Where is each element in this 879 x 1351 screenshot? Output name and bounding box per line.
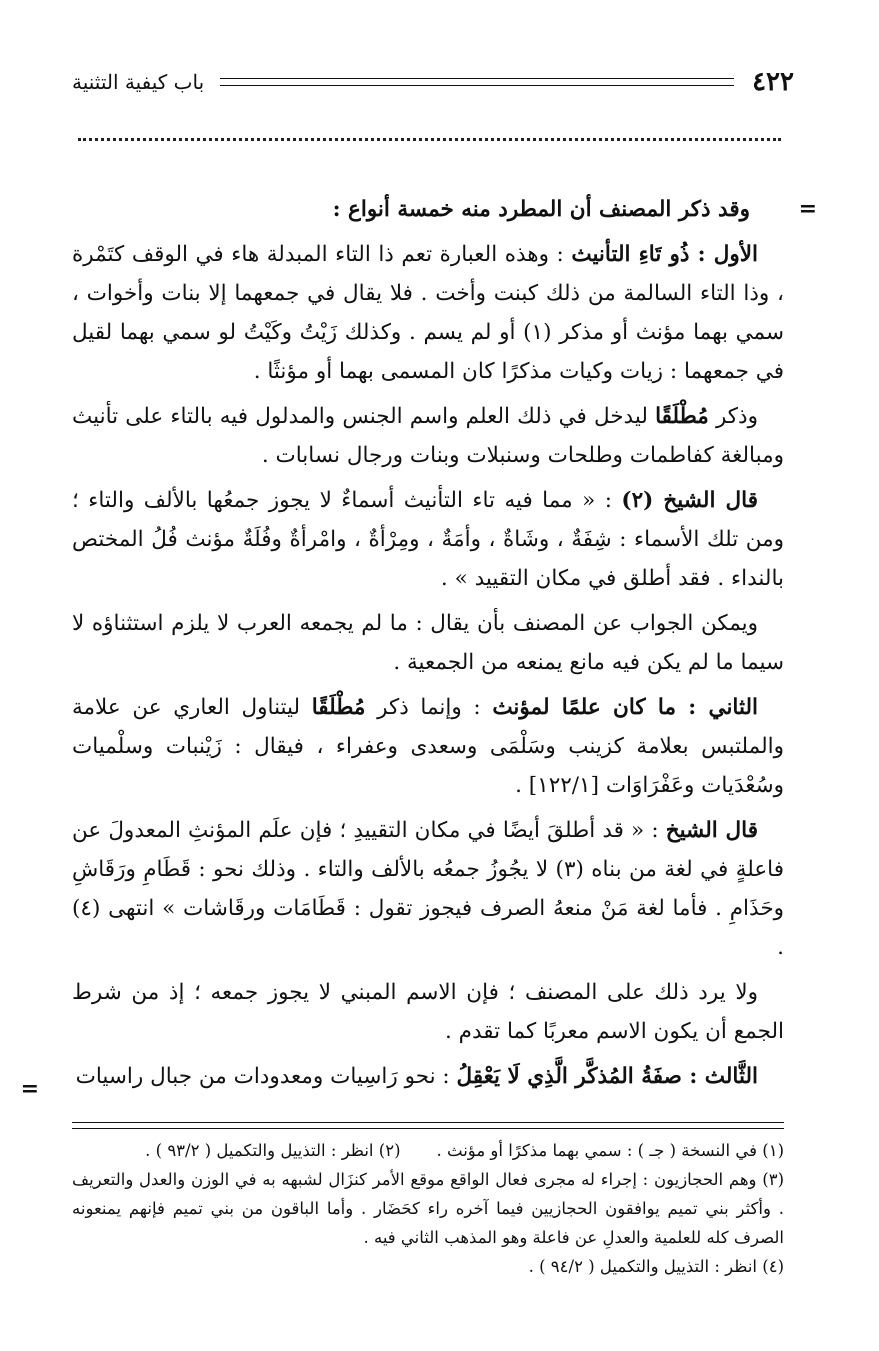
paragraph-third-type [72, 1057, 784, 1096]
intro-text: وقد ذكر المصنف أن المطرد منه خمسة أنواع : [332, 197, 750, 222]
mutlaq-text: ليدخل في ذلك العلم واسم الجنس والمدلول فيه بالتاء على تأنيث ومبالغة كفاطمات وطلحات وسنبلات وبنات ورجال نسابات . [72, 404, 784, 468]
sheikh-quote-text-2: : « قد أطلقَ أيضًا في مكان التقييدِ ؛ فإن علَم المؤنثِ المعدولَ عن فاعلةٍ في لغة من بناه (٣) لا يجُوزُ جمعُه بالألف والتاء . وذلك نحو : قَطَامِ ورَقَاشِ وحَذَامِ . فأما لغة مَنْ منعهُ الصرف فيجوز تقول : قَطَامَات ورقَاشات » انتهى (٤) . [72, 818, 784, 960]
answer-text: ويمكن الجواب عن المصنف بأن يقال : ما لم يجمعه العرب لا يلزم استثناؤه لا سيما ما لم يكن فيه مانع يمنعه من الجمعية . [72, 611, 784, 675]
intro-paragraph [72, 190, 784, 229]
paragraph-sheikh-quote [72, 481, 784, 598]
paragraph-second-type [72, 688, 784, 805]
paragraph-first-type [72, 235, 784, 391]
second-type-text-b: ليتناول العاري عن علامة والملتبس بعلامة كزينب وسَلْمَى وسعدى وعفراء ، فيقال : زَيْنبات وسلْميات وسُعْدَيات وعَفْرَاوَات [١٢٢/١] . [72, 695, 784, 798]
sheikh-label-2: قال الشيخ [665, 818, 758, 843]
second-type-text-a: : وإنما ذكر [365, 695, 493, 720]
paragraph-reply [72, 973, 784, 1051]
footnote-4: (٤) انظر : التذييل والتكميل ( ٩٤/٢ ) . [528, 1257, 784, 1276]
paragraph-answer [72, 604, 784, 682]
paragraph-mutlaq [72, 397, 784, 475]
third-type-heading: الثَّالث : صفَةُ المُذكَّر الَّذِي لَا يَعْقِلُ [456, 1064, 758, 1089]
footnote-2: (٢) انظر : التذييل والتكميل ( ٩٣/٢ ) . [145, 1141, 401, 1160]
footnote-rule [72, 1122, 784, 1129]
first-type-text: : وهذه العبارة تعم ذا التاء المبدلة هاء في الوقف كتَمْرة ، وذا التاء السالمة من ذلك كبنت وأخت . فلا يقال في جمعهما إلا بنات وأخوات ، سمي بهما مؤنث أو مذكر (١) أو لم يسم . وكذلك زَيْتُ وكَيْتُ لو سمي بهما لقيل في جمعهما : زيات وكيات مذكرًا كان المسمى بهما أو مؤنثًا . [72, 242, 784, 384]
footnote-3: (٣) وهم الحجازيون : إجراء له مجرى فعال الواقع موقع الأمر كنزَال لشبهه به في الوزن والعدل والتعريف . وأكثر بني تميم يوافقون الحجازيين فيما آخره راء كحَضَار . وأما الباقون من بني تميم فإنهم يمنعونه الصرف كله للعلمية والعدلِ عن فاعلة وهو المذهب الثاني فيه . [72, 1170, 785, 1247]
paragraph-sheikh-quote-2 [72, 811, 784, 967]
page-number: ٤٢٢ [752, 67, 794, 97]
page-header [72, 62, 794, 102]
main-text [72, 190, 784, 1102]
second-type-term: مُطْلَقًا [311, 695, 366, 720]
chapter-title: باب كيفية التثنية [72, 70, 205, 94]
reply-text: ولا يرد ذلك على المصنف ؛ فإن الاسم المبني لا يجوز جمعه ؛ إذ من شرط الجمع أن يكون الاسم معربًا كما تقدم . [72, 980, 784, 1044]
sheikh-label: قال الشيخ (٢) [621, 488, 758, 513]
sheikh-quote-text: : « مما فيه تاء التأنيث أسماءٌ لا يجوز جمعُها بالألف والتاء ؛ ومن تلك الأسماء : شِفَةٌ ، وشَاةٌ ، وأمَةٌ ، ومِرْأةٌ ، وامْرأةٌ وفُلَةٌ مؤنث فُلُ المختص بالنداء . فقد أطلق في مكان التقييد » . [72, 488, 784, 591]
continuation-mark-bottom: = [20, 1076, 39, 1102]
mutlaq-pre: وذكر [708, 404, 759, 429]
continuation-mark-top: = [798, 196, 817, 222]
footnote-1: (١) في النسخة ( جـ ) : سمي بهما مذكرًا أو مؤنث . [436, 1141, 784, 1160]
first-type-heading: الأول : ذُو تَاءِ التأنيث [571, 242, 758, 267]
mutlaq-term: مُطْلَقًا [655, 404, 709, 429]
header-rule [220, 78, 734, 86]
footnote-row-1-2 [72, 1136, 784, 1165]
footnotes [72, 1136, 784, 1281]
dotted-separator [78, 138, 781, 141]
second-type-heading: الثاني : ما كان علمًا لمؤنث [492, 695, 758, 720]
third-type-text: : نحو رَاسِيات ومعدودات من جبال راسيات [75, 1064, 457, 1089]
